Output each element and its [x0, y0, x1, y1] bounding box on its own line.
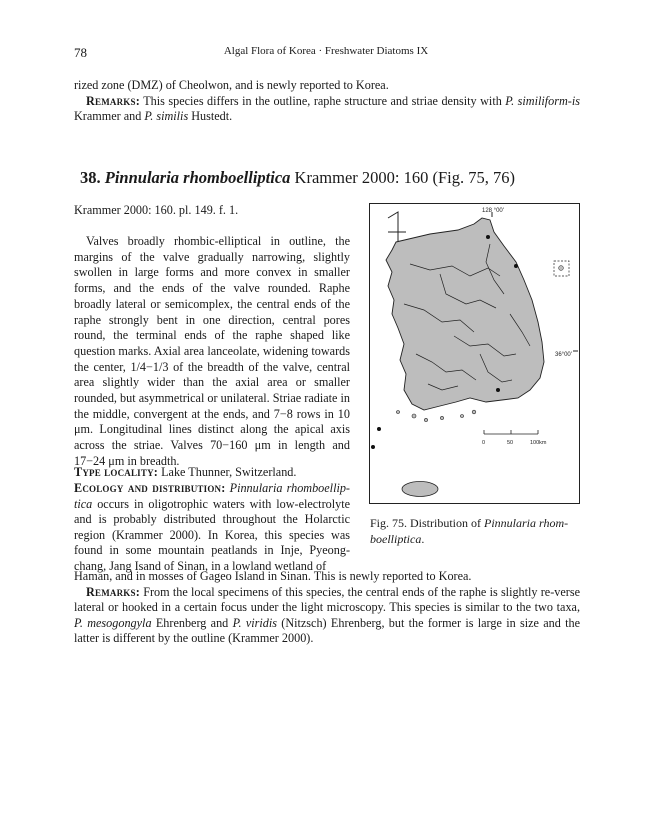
remarks-label: Remarks: [86, 93, 140, 108]
reference-line: Krammer 2000: 160. pl. 149. f. 1. [74, 203, 239, 217]
remarks-paragraph-2: Remarks: From the local specimens of this species, the central ends of the raphe is slightly re-verse lateral or hooked in a certain focus under the light microscopy. This species is similar to the two taxa, P. mesogongyla Ehrenberg and P. viridis (Nitzsch) Ehrenberg, but the former is large in size and the latter is different by the outline (Krammer 2000). [74, 584, 581, 646]
korea-map-svg [370, 204, 579, 503]
korea-mainland [386, 218, 544, 410]
ecology-continuation: Haman, and in mosses of Gageo Island in Sinan. This is newly reported to Korea. Remarks: From the local specimens of this species, the central ends of the raphe is slightly re-verse lateral or hooked in a certain focus under the light microscopy. This species is similar to the two taxa, P. mesogongyla Ehrenberg and P. viridis (Nitzsch) Ehrenberg, but the former is large in size and the latter is different by the outline (Krammer 2000). [74, 569, 581, 646]
jeju-island [402, 482, 438, 497]
dmz-line [388, 212, 406, 244]
remarks-label: Remarks: [86, 584, 140, 599]
longitude-label: 128 °00' [482, 208, 504, 214]
taxon-name: P. similis [144, 109, 189, 124]
taxon-name: P. similiform-is [505, 93, 580, 108]
occurrence-dot [496, 388, 500, 392]
scale-label-100: 100km [530, 440, 547, 446]
islands [397, 410, 476, 421]
page-number: 78 [74, 45, 87, 60]
species-heading [80, 168, 515, 188]
ecology-label: Ecology and distribution: [74, 481, 226, 495]
latitude-label: 36°00' [555, 352, 572, 358]
occurrence-dot [371, 445, 375, 449]
continuation-line: rized zone (DMZ) of Cheolwon, and is newly reported to Korea. [74, 78, 389, 92]
scale-bar [484, 430, 538, 434]
occurrence-dot [486, 235, 490, 239]
figure-caption: Fig. 75. Distribution of Pinnularia rhom-boelliptica. [370, 516, 569, 546]
type-locality-paragraph: Type locality: Lake Thunner, Switzerland. [74, 465, 297, 479]
occurrence-dot [514, 264, 518, 268]
ecology-paragraph: Ecology and distribution: Pinnularia rhomboellip-tica occurs in oligotrophic waters with low-electrolyte and is probably distributed throughout the Holarctic region (Krammer 2000). In Korea, this species was found in some mountain peatlands in Inje, Pyeong-chang, Jang Isand of Sinan, in a lowland wetland of [74, 481, 350, 573]
taxon-name: P. viridis [232, 615, 277, 630]
description-paragraph: Valves broadly rhombic-elliptical in outline, the margins of the valve gradually narrowing, slightly swollen in large forms and more convex in smaller forms, and the ends of the valve rounded. Raphe broadly lateral or semicomplex, the central ends of the raphe strongly bent in one direction, central pores round, the terminal ends of the raphe shaped like question marks. Axial area lanceolate, widening towards the center, 1/4−1/3 of the breadth of the valve, central area slightly wider than the axial area or smaller rounded, but asymmetrical or unilateral. Striae radiate in the middle, convergent at the ends, and 7−8 rows in 10 μm. Longitudinal lines distinct along the apical axis across the striae. Valves 70−160 μm in length and 17−24 μm in breadth. [74, 234, 350, 468]
taxon-name: Pinnularia rhomboellip-tica [74, 481, 350, 511]
scale-label-0: 0 [482, 440, 486, 446]
species-authority: Krammer 2000: 160 (Fig. 75, 76) [290, 168, 515, 187]
type-locality-label: Type locality: [74, 465, 159, 479]
species-name: Pinnularia rhomboelliptica [104, 168, 291, 187]
running-title: Algal Flora of Korea · Freshwater Diatoms IX [223, 45, 429, 57]
remarks-paragraph-1: Remarks: This species differs in the outline, raphe structure and striae density with P. similiform-is Krammer and P. similis Hustedt. [74, 93, 580, 124]
top-paragraph [74, 78, 580, 125]
scale-label-50: 50 [507, 440, 514, 446]
taxon-name: P. mesogongyla [74, 615, 152, 630]
distribution-map [369, 203, 580, 504]
occurrence-dot [377, 427, 381, 431]
species-number: 38. [80, 168, 101, 187]
caption-taxon: Pinnularia rhom-boelliptica [370, 516, 569, 546]
